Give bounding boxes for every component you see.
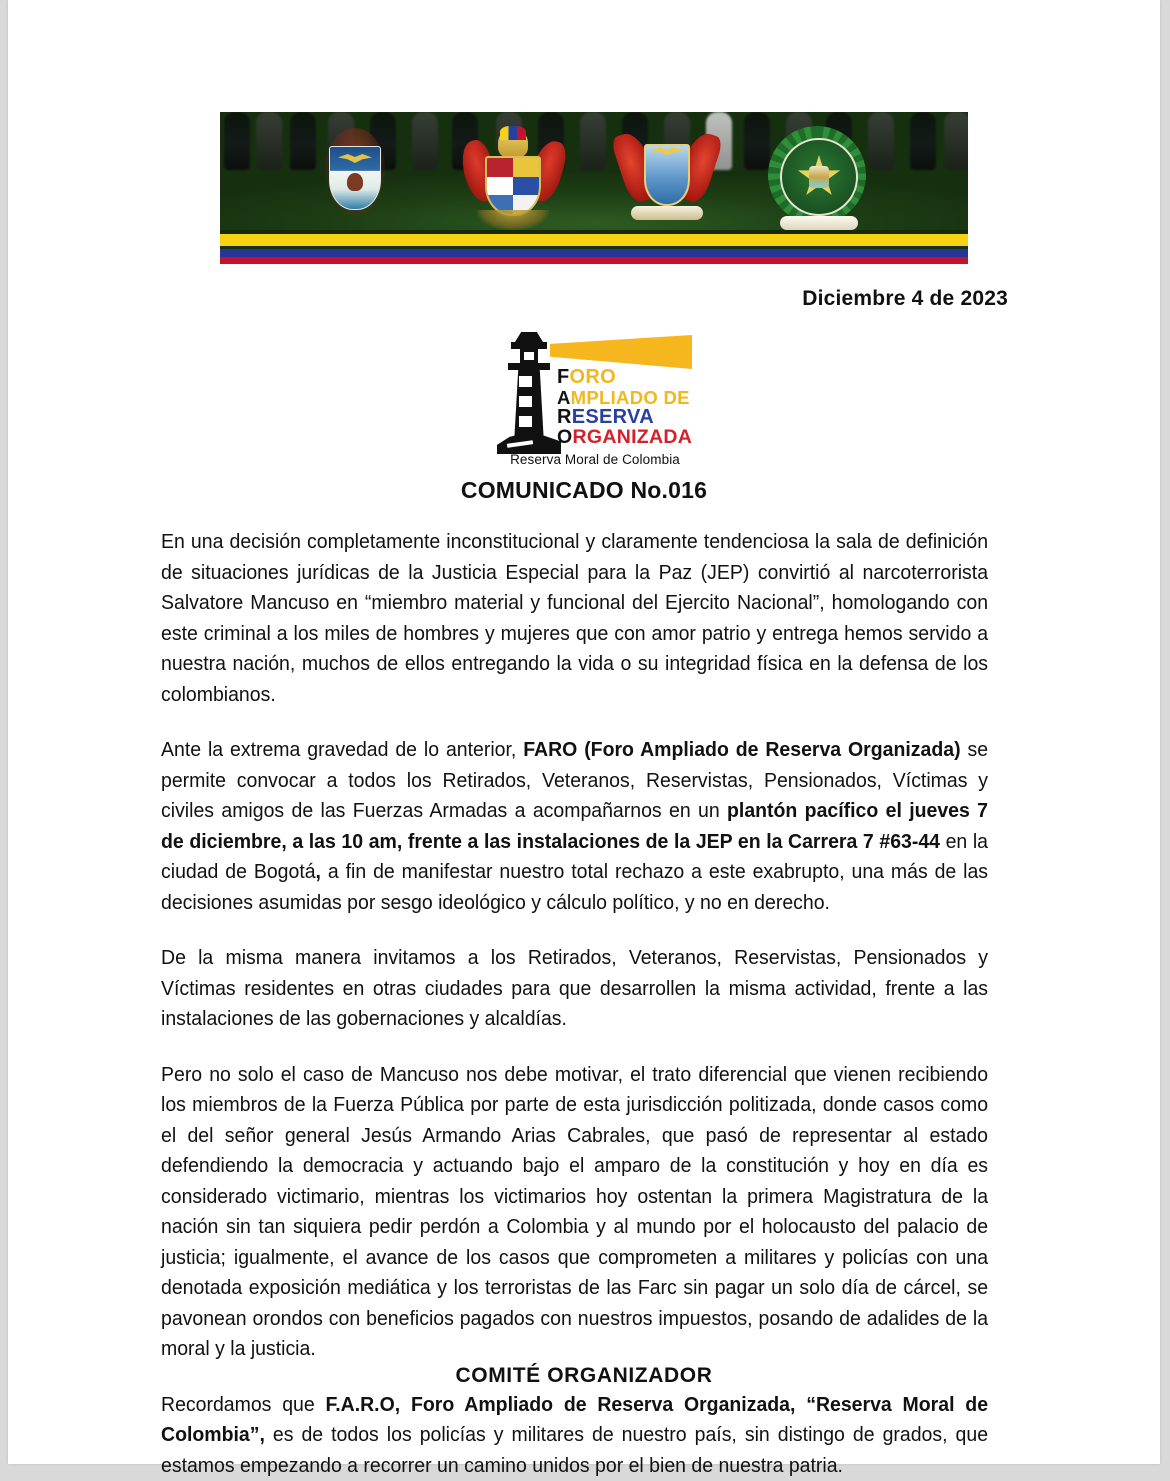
body-text-run: De la misma manera invitamos a los Retirados, Veteranos, Reservistas, Pensionados y Víctimas residentes en otras ciudades para que desarrollen la misma actividad, frente a las instalaciones de las gobernaciones y alcaldías. — [161, 947, 988, 1030]
body-text-run: es de todos los policías y militares de nuestro país, sin distingo de grados, que estamos empezando a recorrer un camino unidos por el bien de nuestra patria. — [161, 1424, 988, 1477]
body-text-run: a fin de manifestar nuestro total rechazo a este exabrupto, una más de las decisiones asumidas por sesgo ideológico y cálculo político, y no en derecho. — [161, 861, 988, 914]
header-banner — [220, 112, 968, 264]
lighthouse-window — [519, 416, 532, 427]
body-text-run: en la ciudad de Bogotá — [161, 831, 988, 884]
armada-nacional-emblem — [312, 126, 398, 222]
body-paragraph — [161, 735, 988, 918]
navy-shield-icon — [329, 146, 381, 210]
body-paragraph — [161, 527, 988, 710]
body-paragraph — [161, 943, 988, 1035]
faro-rest-ampliado: MPLIADO DE — [571, 387, 690, 408]
document-page — [8, 0, 1160, 1464]
ejercito-nacional-emblem — [460, 126, 566, 230]
banner-background-photo — [220, 112, 968, 230]
lighthouse-window — [519, 376, 532, 387]
tree-icon — [347, 173, 363, 191]
body-text-run: se permite convocar a todos los Retirados, Veteranos, Reservistas, Pensionados, Víctimas y civiles amigos de las Fuerzas Armadas a acompañarnos en un — [161, 739, 988, 822]
faro-rest-foro: ORO — [570, 366, 616, 388]
faro-tagline: Reserva Moral de Colombia — [497, 452, 693, 467]
condor-icon — [338, 153, 372, 163]
faro-logo — [497, 330, 693, 470]
police-center-emblem-icon — [809, 166, 829, 188]
fuerza-aerea-emblem — [620, 126, 714, 226]
faro-rest-reserva: ESERVA — [572, 406, 654, 428]
crest-flag-icon — [500, 126, 526, 140]
document-date: Diciembre 4 de 2023 — [802, 287, 1008, 311]
lighthouse-beam-icon — [550, 335, 692, 369]
document-footer: COMITÉ ORGANIZADOR — [8, 1364, 1160, 1388]
wreath-icon — [477, 210, 549, 230]
emphasized-text: FARO (Foro Ampliado de Reserva Organizada) — [523, 739, 960, 761]
policia-nacional-emblem — [768, 126, 870, 228]
faro-initial-a: A — [557, 387, 571, 408]
faro-initial-o: O — [557, 426, 572, 448]
lighthouse-window — [519, 396, 532, 407]
dios-y-patria-ribbon — [780, 216, 858, 230]
document-body — [161, 527, 988, 1481]
ribbon-icon — [631, 206, 703, 220]
flag-stripe-red — [220, 257, 968, 264]
faro-rest-organizada: RGANIZADA — [572, 426, 692, 448]
faro-wordmark — [557, 368, 697, 448]
body-paragraph — [161, 1060, 988, 1365]
emphasized-text: plantón pacífico el jueves 7 de diciembre, a las 10 am, frente a las instalaciones de la JEP en la Carrera 7 #63-44 — [161, 800, 988, 853]
body-paragraph — [161, 1390, 988, 1481]
faro-initial-f: F — [557, 366, 570, 388]
flag-stripe-blue — [220, 249, 968, 257]
emphasized-text: , — [316, 861, 321, 883]
emphasized-text: F.A.R.O, Foro Ampliado de Reserva Organizada, “Reserva Moral de Colombia”, — [161, 1394, 988, 1447]
body-text-run: Ante la extrema gravedad de lo anterior, — [161, 739, 523, 761]
body-text-run: En una decisión completamente inconstitucional y claramente tendenciosa la sala de definición de situaciones jurídicas de la Justicia Especial para la Paz (JEP) convirtió al narcoterrorista Salvatore Mancuso en “miembro material y funcional del Ejercito Nacional”, homologando con este criminal a los miles de hombres y mujeres que con amor patrio y entrega hemos servido a nuestra nación, muchos de ellos entregando la vida o su integridad física en la defensa de los colombianos. — [161, 531, 988, 706]
faro-initial-r: R — [557, 406, 572, 428]
page-title: COMUNICADO No.016 — [8, 477, 1160, 504]
flag-stripe-yellow — [220, 234, 968, 246]
army-shield-icon — [485, 156, 541, 216]
body-text-run: Recordamos que — [161, 1394, 325, 1416]
body-text-run: Pero no solo el caso de Mancuso nos debe motivar, el trato diferencial que vienen recibiendo los miembros de la Fuerza Pública por parte de esta jurisdicción politizada, donde casos como el del señor general Jesús Armando Arias Cabrales, que pasó de representar al estado defendiendo la democracia y actuando bajo el amparo de la constitución y hoy en día es considerado victimario, mientras los victimarios hoy ostentan la primera Magistratura de la nación sin tan siquiera pedir perdón a Colombia y al mundo por el holocausto del palacio de justicia; igualmente, el avance de los casos que comprometen a militares y policías con una denotada exposición mediática y los terroristas de las Farc sin pagar un solo día de cárcel, se pavonean orondos con beneficios pagados con nuestros impuestos, posando de adalides de la moral y la justicia. — [161, 1064, 988, 1361]
